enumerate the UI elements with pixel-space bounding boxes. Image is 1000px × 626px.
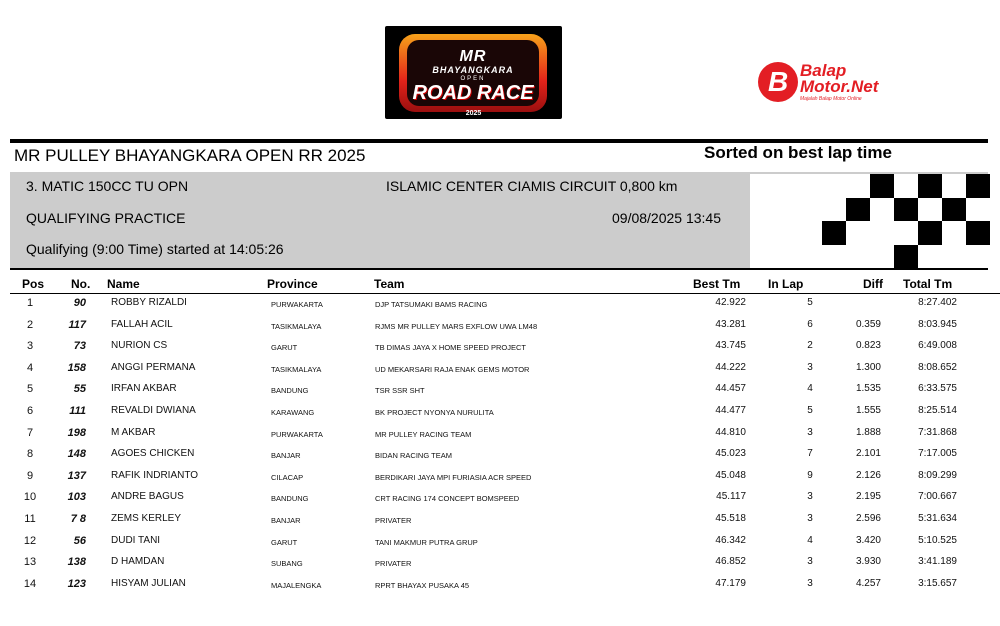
logo-line-1: MR <box>459 48 487 65</box>
brand-mark: B <box>758 62 798 102</box>
table-header-rule <box>10 293 1000 294</box>
table-row <box>0 578 1000 598</box>
cell-province: BANJAR <box>271 451 301 461</box>
flag-square <box>822 221 846 245</box>
col-name: Name <box>107 277 140 291</box>
cell-team: MR PULLEY RACING TEAM <box>375 429 472 439</box>
cell-team: TB DIMAS JAYA X HOME SPEED PROJECT <box>375 343 526 353</box>
col-no: No. <box>71 277 91 291</box>
flag-square <box>750 221 774 245</box>
cell-best: 45.023 <box>715 448 746 460</box>
cell-team: CRT RACING 174 CONCEPT BOMSPEED <box>375 494 520 504</box>
col-diff: Diff <box>863 277 883 291</box>
cell-best: 42.922 <box>715 297 746 308</box>
flag-square <box>870 221 894 245</box>
cell-best: 45.117 <box>716 491 746 503</box>
table-row <box>0 535 1000 555</box>
cell-total: 7:31.868 <box>918 426 957 438</box>
flag-square <box>750 198 774 222</box>
flag-square <box>774 245 798 269</box>
cell-total: 8:25.514 <box>918 405 957 416</box>
flag-square <box>942 245 966 269</box>
flag-square <box>966 174 990 198</box>
flag-square <box>918 245 942 269</box>
session-start: Qualifying (9:00 Time) started at 14:05:26 <box>26 241 284 257</box>
brand-logo <box>758 62 918 106</box>
flag-square <box>774 174 798 198</box>
flag-square <box>966 198 990 222</box>
flag-square <box>942 198 966 222</box>
cell-lap: 3 <box>807 491 813 503</box>
cell-no: 7 8 <box>70 513 86 525</box>
table-row <box>0 427 1000 447</box>
cell-team: BERDIKARI JAYA MPI FURIASIA ACR SPEED <box>375 472 532 482</box>
cell-name: ANDRE BAGUS <box>111 491 184 503</box>
cell-diff: 0.359 <box>855 318 881 330</box>
cell-diff: 2.195 <box>855 491 881 503</box>
cell-name: AGOES CHICKEN <box>111 448 195 460</box>
cell-diff: 3.930 <box>855 556 881 568</box>
table-row <box>0 362 1000 382</box>
cell-total: 5:10.525 <box>918 534 957 546</box>
col-team: Team <box>374 277 405 291</box>
cell-no: 56 <box>73 534 86 547</box>
flag-square <box>846 245 870 269</box>
cell-name: ROBBY RIZALDI <box>111 297 187 308</box>
cell-pos: 11 <box>24 513 36 525</box>
event-title: MR PULLEY BHAYANGKARA OPEN RR 2025 <box>14 146 366 165</box>
cell-diff: 4.257 <box>855 577 881 589</box>
cell-lap: 5 <box>807 297 813 308</box>
cell-total: 7:17.005 <box>918 448 957 460</box>
cell-lap: 2 <box>807 340 813 352</box>
table-row <box>0 405 1000 425</box>
cell-total: 8:03.945 <box>918 318 957 330</box>
table-row <box>0 319 1000 339</box>
flag-square <box>870 174 894 198</box>
cell-name: D HAMDAN <box>111 556 165 568</box>
info-rule <box>10 268 988 270</box>
table-row <box>0 383 1000 403</box>
cell-pos: 8 <box>26 448 34 461</box>
cell-no: 55 <box>73 383 86 396</box>
cell-name: DUDI TANI <box>111 534 161 546</box>
flag-square <box>798 245 822 269</box>
cell-diff: 2.596 <box>855 513 881 524</box>
checkered-flag <box>750 174 990 268</box>
cell-province: PURWAKARTA <box>271 429 323 439</box>
flag-square <box>774 221 798 245</box>
cell-team: UD MEKARSARI RAJA ENAK GEMS MOTOR <box>375 364 530 374</box>
cell-no: 73 <box>73 340 86 353</box>
table-row <box>0 470 1000 490</box>
cell-team: BK PROJECT NYONYA NURULITA <box>375 408 494 417</box>
cell-province: MAJALENGKA <box>271 580 322 590</box>
logo-line-4: ROAD RACE <box>412 82 534 104</box>
flag-square <box>822 245 846 269</box>
cell-total: 8:08.652 <box>918 361 957 373</box>
cell-best: 47.179 <box>715 577 746 589</box>
flag-square <box>918 174 942 198</box>
col-province: Province <box>267 277 318 291</box>
cell-total: 3:15.657 <box>918 577 957 589</box>
flag-square <box>894 174 918 198</box>
cell-lap: 3 <box>807 577 813 589</box>
cell-province: BANJAR <box>271 516 301 525</box>
cell-lap: 6 <box>807 318 813 330</box>
cell-total: 5:31.634 <box>918 513 957 524</box>
cell-team: RPRT BHAYAX PUSAKA 45 <box>375 580 470 590</box>
table-row <box>0 297 1000 317</box>
flag-square <box>750 174 774 198</box>
cell-lap: 3 <box>807 556 813 568</box>
cell-best: 46.342 <box>715 534 746 546</box>
cell-province: TASIKMALAYA <box>271 364 322 374</box>
flag-square <box>942 174 966 198</box>
cell-diff: 3.420 <box>855 534 881 546</box>
cell-total: 3:41.189 <box>918 556 957 568</box>
flag-square <box>966 245 990 269</box>
cell-no: 138 <box>67 556 86 569</box>
cell-total: 6:49.008 <box>918 340 957 352</box>
cell-lap: 9 <box>807 469 813 481</box>
logo-line-3: OPEN <box>460 76 486 82</box>
table-row <box>0 448 1000 468</box>
cell-pos: 12 <box>23 534 37 547</box>
flag-square <box>798 174 822 198</box>
col-best: Best Tm <box>693 277 741 291</box>
class-name: 3. MATIC 150CC TU OPN <box>26 178 189 194</box>
flag-square <box>846 198 870 222</box>
cell-best: 44.477 <box>715 405 746 416</box>
cell-lap: 3 <box>807 513 813 524</box>
cell-name: M AKBAR <box>111 426 156 438</box>
brand-word-2: Motor.Net <box>800 77 879 96</box>
cell-lap: 3 <box>807 426 813 438</box>
cell-no: 148 <box>67 448 86 461</box>
cell-province: BANDUNG <box>271 386 309 396</box>
cell-name: ANGGI PERMANA <box>111 361 196 373</box>
flag-square <box>774 198 798 222</box>
event-logo <box>385 26 562 119</box>
cell-best: 45.518 <box>715 513 746 524</box>
col-total: Total Tm <box>903 277 953 291</box>
cell-diff: 2.101 <box>855 448 881 460</box>
cell-team: RJMS MR PULLEY MARS EXFLOW UWA LM48 <box>375 321 538 331</box>
cell-province: GARUT <box>271 537 298 547</box>
cell-pos: 10 <box>23 491 37 504</box>
cell-name: FALLAH ACIL <box>111 318 173 330</box>
cell-no: 111 <box>69 405 86 417</box>
cell-team: TSR SSR SHT <box>375 386 425 396</box>
cell-diff: 0.823 <box>855 340 881 352</box>
cell-pos: 2 <box>26 318 34 331</box>
cell-no: 103 <box>67 491 86 504</box>
cell-lap: 4 <box>807 383 813 395</box>
cell-best: 43.745 <box>715 340 746 352</box>
logo-year: 2025 <box>465 110 482 117</box>
cell-diff: 1.888 <box>855 426 881 438</box>
cell-province: CILACAP <box>271 472 304 482</box>
cell-team: DJP TATSUMAKI BAMS RACING <box>375 300 488 309</box>
cell-team: PRIVATER <box>375 516 412 525</box>
flag-square <box>894 245 918 269</box>
cell-no: 123 <box>67 577 86 590</box>
cell-team: BIDAN RACING TEAM <box>375 451 452 461</box>
cell-no: 198 <box>67 426 86 439</box>
table-row <box>0 556 1000 576</box>
cell-diff: 1.535 <box>855 383 881 395</box>
session-datetime: 09/08/2025 13:45 <box>612 210 721 226</box>
cell-best: 44.810 <box>715 426 746 438</box>
cell-pos: 13 <box>23 556 37 569</box>
logo-line-2: BHAYANGKARA <box>432 65 514 75</box>
cell-diff: 2.126 <box>855 469 881 481</box>
cell-province: BANDUNG <box>271 494 309 504</box>
flag-square <box>798 198 822 222</box>
cell-province: SUBANG <box>271 559 303 569</box>
cell-pos: 7 <box>26 426 34 439</box>
flag-square <box>966 221 990 245</box>
flag-square <box>798 221 822 245</box>
col-pos: Pos <box>22 277 45 291</box>
flag-square <box>870 198 894 222</box>
cell-no: 158 <box>67 361 86 374</box>
cell-pos: 3 <box>26 340 34 353</box>
cell-name: HISYAM JULIAN <box>111 577 186 589</box>
cell-name: NURION CS <box>111 340 168 352</box>
flag-square <box>894 198 918 222</box>
brand-tagline: Majalah Balap Motor Online <box>800 96 862 102</box>
cell-lap: 3 <box>807 361 813 373</box>
cell-best: 46.852 <box>715 556 746 568</box>
cell-total: 8:27.402 <box>918 297 957 308</box>
cell-diff: 1.555 <box>855 405 881 416</box>
cell-province: PURWAKARTA <box>271 300 323 309</box>
flag-square <box>846 221 870 245</box>
cell-team: TANI MAKMUR PUTRA GRUP <box>375 537 478 547</box>
cell-diff: 1.300 <box>855 361 881 373</box>
table-row <box>0 513 1000 533</box>
cell-pos: 6 <box>26 405 34 417</box>
cell-total: 8:09.299 <box>918 469 957 481</box>
cell-team: PRIVATER <box>375 559 412 569</box>
flag-square <box>942 221 966 245</box>
cell-pos: 9 <box>26 469 34 482</box>
cell-name: IRFAN AKBAR <box>111 383 177 395</box>
cell-pos: 4 <box>26 361 34 374</box>
table-row <box>0 340 1000 360</box>
session-name: QUALIFYING PRACTICE <box>26 210 186 226</box>
cell-pos: 14 <box>23 577 37 590</box>
cell-pos: 1 <box>26 297 34 309</box>
circuit-name: ISLAMIC CENTER CIAMIS CIRCUIT 0,800 km <box>386 178 678 194</box>
sort-note: Sorted on best lap time <box>704 143 892 162</box>
cell-no: 90 <box>73 297 86 309</box>
logo-inner <box>407 40 539 106</box>
cell-name: RAFIK INDRIANTO <box>111 469 199 481</box>
cell-best: 45.048 <box>715 469 746 481</box>
cell-province: GARUT <box>271 343 298 353</box>
cell-no: 117 <box>68 318 86 331</box>
flag-square <box>750 245 774 269</box>
cell-lap: 5 <box>807 405 813 416</box>
cell-best: 44.222 <box>715 361 746 373</box>
flag-square <box>870 245 894 269</box>
cell-total: 6:33.575 <box>918 383 957 395</box>
cell-lap: 7 <box>807 448 813 460</box>
brand-word-1: Balap <box>800 61 847 80</box>
cell-best: 44.457 <box>715 383 746 395</box>
cell-name: REVALDI DWIANA <box>111 405 196 416</box>
table-row <box>0 491 1000 511</box>
flag-square <box>822 174 846 198</box>
cell-total: 7:00.667 <box>918 491 957 503</box>
cell-no: 137 <box>67 469 86 482</box>
flag-square <box>918 198 942 222</box>
cell-name: ZEMS KERLEY <box>111 513 182 524</box>
cell-province: TASIKMALAYA <box>271 321 322 331</box>
cell-lap: 4 <box>807 534 813 546</box>
cell-province: KARAWANG <box>271 408 315 417</box>
flag-square <box>918 221 942 245</box>
cell-pos: 5 <box>26 383 34 396</box>
flag-square <box>894 221 918 245</box>
flag-square <box>846 174 870 198</box>
cell-best: 43.281 <box>715 318 746 330</box>
col-lap: In Lap <box>768 277 804 291</box>
flag-square <box>822 198 846 222</box>
